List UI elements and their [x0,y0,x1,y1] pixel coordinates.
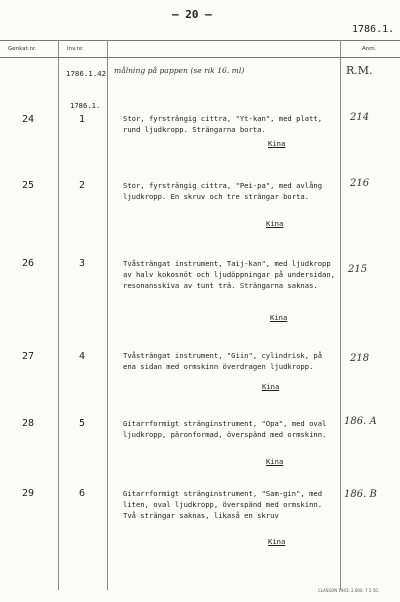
col-header-genkatalog: Genkat.nr. [8,46,37,52]
col-header-anm: Anm. [362,46,377,52]
entry-desc-line: rund ljudkropp. Strängarna borta. [123,125,266,134]
entry-origin: Kina [270,313,288,322]
note-handwriting: målning på pappen (se rik 16. ml) [114,66,245,75]
entry-origin: Kina [266,457,284,466]
entry-inv: 6 [79,488,86,499]
entry-desc-line: Tvåsträngat instrument, "Giin", cylindrisk, på [123,351,323,360]
entry-inv: 3 [79,258,86,269]
entry-anm: 214 [350,112,370,123]
printer-footer: CLASSON 1943. 2.000. 7.5.50. [318,588,380,593]
document-id: 1786.1. [352,24,395,35]
entry-genkat: 24 [22,114,35,125]
col-header-inv: Inv.nr. [67,46,84,52]
column-rule-3 [340,40,341,590]
entry-anm: 186. A [344,416,377,427]
note-anm: R.M. [346,64,373,77]
entry-genkat: 28 [22,418,35,429]
entry-desc-line: resonansskiva av tunt trä. Strängarna saknas. [123,281,318,290]
entry-inv: 1 [79,114,86,125]
entry-genkat: 26 [22,258,35,269]
entry-desc-line: Gitarrformigt stränginstrument, "Sam-gin", med [123,489,323,498]
entry-desc-line: Stor, fyrsträngig cittra, "Yt-kan", med platt, [123,114,323,123]
entry-desc-line: Tvåsträngat instrument, Taij-kan", med ljudkropp [123,259,331,268]
entry-inv: 2 [79,180,86,191]
page-number: — 20 — [172,8,212,21]
entry-origin: Kina [266,219,284,228]
entry-inv: 5 [79,418,86,429]
entry-desc-line: ljudkropp. En skruv och tre strängar borta. [123,192,310,201]
entry-desc-line: liten, oval ljudkropp, överspänd med ormskinn. [123,500,323,509]
entry-anm: 218 [350,353,370,364]
entry-desc-line: ena sidan med ormskinn överdragen ljudkropp. [123,362,314,371]
block-header: 1786.1. [70,101,101,110]
entry-genkat: 25 [22,180,35,191]
entry-desc-line: Stor, fyrsträngig cittra, "Pei-pa", med avlång [123,181,323,190]
entry-anm: 215 [348,264,368,275]
column-rule-2 [107,40,108,590]
entry-origin: Kina [268,537,286,546]
entry-anm: 186. B [344,489,377,500]
entry-origin: Kina [268,139,286,148]
entry-genkat: 27 [22,351,35,362]
entry-origin: Kina [262,382,280,391]
entry-desc-line: ljudkropp, päronformad, överspänd med ormskinn. [123,430,327,439]
entry-anm: 216 [350,178,370,189]
entry-inv: 4 [79,351,86,362]
column-rule-1 [58,40,59,590]
entry-desc-line: av halv kokosnöt och ljudöppningar på undersidan, [123,270,336,279]
entry-desc-line: Gitarrformigt stränginstrument, "Opa", med oval [123,419,327,428]
note-inv: 1786.1.42 [66,69,107,78]
entry-desc-line: Två strängar saknas, likaså en skruv [123,511,279,520]
entry-genkat: 29 [22,488,35,499]
